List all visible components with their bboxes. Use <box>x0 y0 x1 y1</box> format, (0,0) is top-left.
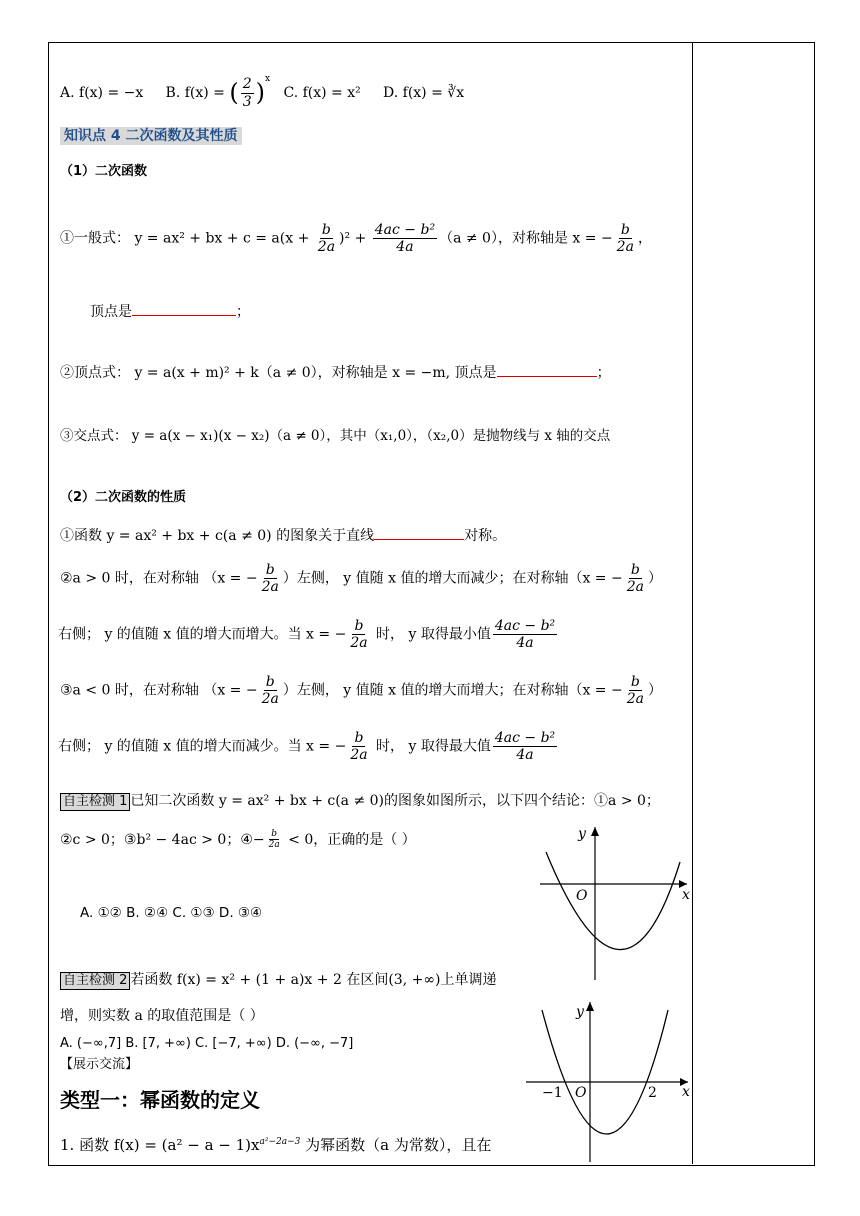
parabola-curve <box>546 852 680 950</box>
left-root-label: −1 <box>542 1085 563 1101</box>
y-axis-label: y <box>578 826 586 842</box>
parabola-graph-1 <box>532 822 692 982</box>
subsection-title-2: （2）二次函数的性质 <box>60 490 187 505</box>
type-one-heading: 类型一：幂函数的定义 <box>60 1088 260 1112</box>
vertex-line: 顶点是 ； <box>90 304 250 320</box>
property-3-line-2: 右侧； y 的值随 x 值的增大而减少。当 x = − $\frac{b}{2a}$ 时， y 取得最大值 $\frac{\text{4ac − b²}}{4a}$ <box>58 730 556 764</box>
section-title-wrap <box>60 128 242 145</box>
property-1: ①函数 y = ax² + bx + c(a ≠ 0) 的图象关于直线 对称。 <box>60 528 507 544</box>
check-1-line-2: ②c > 0；③b² − 4ac > 0；④− $\frac{b}{2a}$ < 0，正确的是（ ） <box>60 829 416 851</box>
column-divider <box>692 42 693 1164</box>
check-1-options: A. ①② B. ②④ C. ①③ D. ③④ <box>80 905 263 921</box>
check-1-line-1: 自主检测 1 已知二次函数 y = ax² + bx + c(a ≠ 0)的图象如图所示，以下四个结论：①a > 0； <box>60 793 660 811</box>
y-axis-label: y <box>576 1004 584 1020</box>
property-2-line-2: 右侧； y 的值随 x 值的增大而增大。当 x = − $\frac{b}{2a}$ 时， y 取得最小值 $\frac{\text{4ac − b²}}{4a}$ <box>58 618 556 652</box>
check-2-badge: 自主检测 2 <box>60 972 130 990</box>
option-c: C. f(x) = x² <box>283 85 361 101</box>
vertex-form-blank[interactable] <box>497 375 597 377</box>
right-root-label: 2 <box>648 1085 657 1101</box>
option-b-exponent: x <box>265 74 271 84</box>
x-axis-label: x <box>682 1084 690 1100</box>
section-title: 知识点 4 二次函数及其性质 <box>60 127 242 145</box>
exchange-label: 【展示交流】 <box>60 1057 139 1072</box>
x-axis-label: x <box>682 887 690 903</box>
parabola-curve <box>542 1010 668 1134</box>
table-frame <box>48 42 815 1166</box>
check-1-badge: 自主检测 1 <box>60 793 130 811</box>
option-d: D. f(x) = ∛x <box>383 85 465 101</box>
check-2-line-1: 自主检测 2 若函数 f(x) = x² + (1 + a)x + 2 在区间(3, +∞)上单调递 <box>60 972 496 990</box>
vertex-form: ②顶点式： y = a(x + m)² + k（a ≠ 0），对称轴是 x = −m, 顶点是 ； <box>60 365 611 381</box>
question-1: 1. 函数 $f(x) = (a^2 - a - 1)x^{a^2-2a-3}$ 为幂函数（a 为常数），且在 <box>60 1136 492 1154</box>
origin-label: O <box>575 1085 587 1101</box>
axis-line-blank[interactable] <box>374 538 464 540</box>
answer-options-row: A. f(x) = −x B. f(x) = ( $\frac{2}{3}$ )$^x$ C. f(x) = x² D. f(x) = ∛x <box>60 74 465 110</box>
check-2-line-2: 增，则实数 a 的取值范围是（ ） <box>60 1008 264 1024</box>
general-form: ①一般式： y = ax² + bx + c = a(x + $\frac{b}{2a}$ )² + $\frac{\text{4ac − b²}}{4a}$ （a ≠ 0），对称轴是 x = − $\frac{b}{2a}$ ， <box>60 222 652 256</box>
subsection-title-1: （1）二次函数 <box>60 164 148 179</box>
parabola-graph-2 <box>520 998 692 1164</box>
vertex-blank[interactable] <box>132 314 236 316</box>
y-axis-arrow <box>591 827 599 836</box>
y-axis-arrow <box>586 1002 594 1011</box>
option-b-fraction: $\frac{2}{3}$ <box>242 76 252 110</box>
property-2-line-1: ②a > 0 时，在对称轴 （x = − $\frac{b}{2a}$ ）左侧， y 值随 x 值的增大而减少；在对称轴（x = − $\frac{b}{2a}$ ） <box>60 562 662 596</box>
option-a: A. f(x) = −x <box>60 85 144 101</box>
check-2-options: A. (−∞,7] B. [7, +∞) C. [−7, +∞) D. (−∞, −7] <box>60 1036 354 1051</box>
intercept-form: ③交点式： y = a(x − x₁)(x − x₂)（a ≠ 0），其中（x₁,0），（x₂,0）是抛物线与 x 轴的交点 <box>60 428 611 444</box>
option-b-prefix: B. f(x) = <box>165 85 225 101</box>
property-3-line-1: ③a < 0 时，在对称轴 （x = − $\frac{b}{2a}$ ）左侧， y 值随 x 值的增大而增大；在对称轴（x = − $\frac{b}{2a}$ ） <box>60 674 662 708</box>
origin-label: O <box>576 888 588 904</box>
